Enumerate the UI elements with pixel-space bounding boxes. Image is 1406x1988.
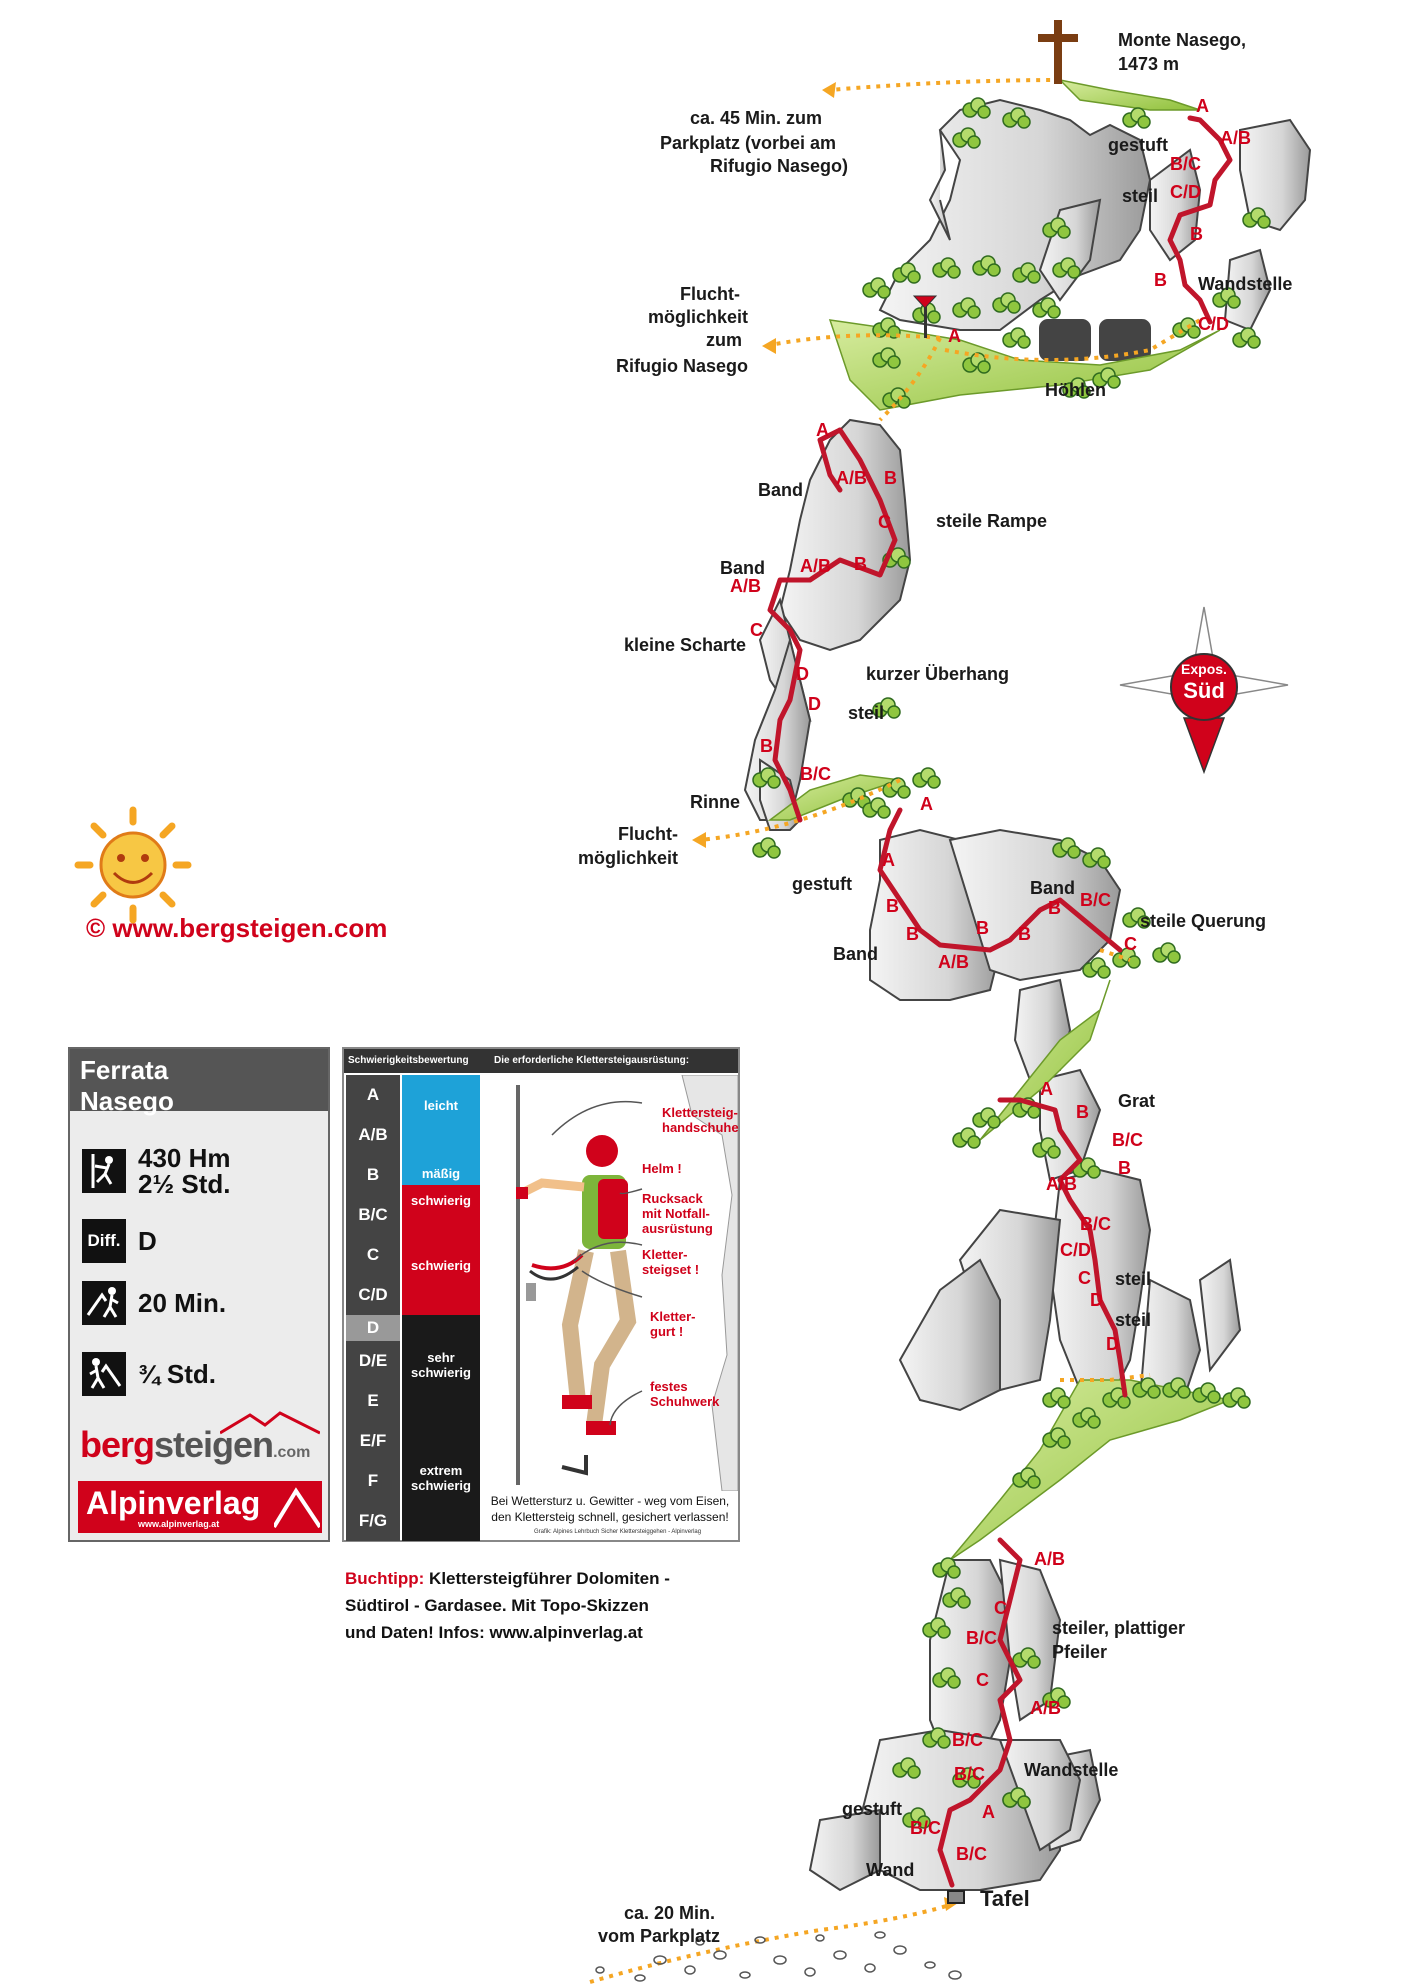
svg-text:C: C	[976, 1670, 989, 1690]
grade-row: C/D	[346, 1275, 400, 1315]
brand-part-2: steigen	[154, 1424, 274, 1465]
summit-name: Monte Nasego,	[1118, 30, 1247, 50]
label-gestuft-mid: gestuft	[792, 874, 852, 894]
arrow-escape2	[692, 832, 706, 848]
info-card	[68, 1047, 330, 1542]
label-kleine-scharte: kleine Scharte	[624, 635, 747, 655]
buchtipp-line-1	[345, 1565, 745, 1592]
label-steil-low-1: steil	[1115, 1269, 1152, 1289]
summit-cross-icon	[1038, 20, 1078, 84]
height-values	[138, 1145, 231, 1197]
svg-text:B/C: B/C	[800, 764, 831, 784]
approach-1: ca. 20 Min.	[623, 1903, 715, 1923]
svg-text:A/B: A/B	[836, 468, 867, 488]
svg-text:C/D: C/D	[1198, 314, 1229, 334]
note-set-2: steigset !	[642, 1262, 700, 1277]
svg-text:D: D	[1090, 1290, 1103, 1310]
grade-row: A	[346, 1075, 400, 1115]
svg-text:B: B	[1154, 270, 1167, 290]
grade-row: B	[346, 1155, 400, 1195]
climber-icon	[82, 1149, 126, 1193]
publisher-name: Alpinverlag	[86, 1485, 261, 1521]
buchtipp-label: Buchtipp:	[345, 1569, 425, 1588]
grade-row: B/C	[346, 1195, 400, 1235]
band-sehr-2: schwierig	[411, 1365, 471, 1380]
label-wand: Wand	[866, 1860, 915, 1880]
summit-descent-3: Rifugio Nasego)	[710, 156, 848, 176]
buchtipp-line-2: Südtirol - Gardasee. Mit Topo-Skizzen	[345, 1596, 649, 1615]
svg-text:B/C: B/C	[1080, 890, 1111, 910]
svg-text:C/D: C/D	[1060, 1240, 1091, 1260]
svg-text:B: B	[884, 468, 897, 488]
grade-row: A/B	[346, 1115, 400, 1155]
escape1-1: Flucht-	[680, 284, 740, 304]
note-gurt-2: gurt !	[650, 1324, 684, 1339]
svg-text:B: B	[886, 896, 899, 916]
label-wandstelle-low: Wandstelle	[1024, 1760, 1119, 1780]
label-band-3: Band	[1030, 878, 1075, 898]
label-rinne: Rinne	[690, 792, 741, 812]
grade-row: F/G	[346, 1501, 400, 1541]
svg-text:D: D	[796, 664, 809, 684]
grade-row-highlight: D	[346, 1315, 400, 1341]
svg-text:B/C: B/C	[956, 1844, 987, 1864]
gear-header-bar	[344, 1049, 738, 1073]
svg-text:B: B	[976, 918, 989, 938]
brand-part-1: berg	[80, 1424, 155, 1465]
graphic-credit: Grafik: Alpines Lehrbuch Sicher Klettersteiggehen - Alpinverlag	[534, 1529, 702, 1535]
note-set	[642, 1247, 699, 1277]
tafel-icon	[948, 1891, 964, 1903]
band-schwierig-2: schwierig	[402, 1215, 480, 1315]
approach-stat	[82, 1281, 226, 1325]
note-handschuhe-2: handschuhe	[662, 1120, 739, 1135]
svg-text:A: A	[816, 420, 829, 440]
svg-text:A: A	[882, 850, 895, 870]
svg-text:A: A	[1196, 96, 1209, 116]
hiker-up-icon	[82, 1281, 126, 1325]
note-gurt-1: Kletter-	[650, 1309, 696, 1324]
svg-text:C: C	[994, 1598, 1007, 1618]
svg-text:A: A	[982, 1802, 995, 1822]
svg-text:B/C: B/C	[952, 1730, 983, 1750]
svg-text:C: C	[878, 512, 891, 532]
card-header	[70, 1049, 328, 1116]
svg-text:A/B: A/B	[1030, 1698, 1061, 1718]
band-sehr-1: sehr	[427, 1350, 455, 1365]
band-extrem-1: extrem	[419, 1463, 463, 1478]
descent-value: ¾ Std.	[138, 1359, 217, 1389]
svg-text:A/B: A/B	[1220, 128, 1251, 148]
descent-stat	[82, 1352, 216, 1396]
label-steil-top: steil	[1122, 186, 1159, 206]
climber-illustration-icon	[482, 1075, 738, 1491]
warning-2: den Klettersteig schnell, gesichert verlassen!	[491, 1510, 729, 1524]
alpin-mountain-icon	[274, 1487, 320, 1529]
gear-panel	[342, 1047, 740, 1542]
escape2-2: möglichkeit	[577, 848, 678, 868]
duration-value: 2½ Std.	[138, 1169, 231, 1199]
note-handschuhe-1: Klettersteig-	[662, 1105, 738, 1120]
summit-descent-2: Parkplatz (vorbei am	[659, 133, 836, 153]
label-gestuft-low: gestuft	[842, 1799, 902, 1819]
svg-text:A/B: A/B	[730, 576, 761, 596]
label-hoehlen: Höhlen	[1045, 380, 1106, 400]
difficulty-value: D	[138, 1226, 157, 1256]
arrow-summit	[822, 82, 836, 98]
hiker-down-icon	[82, 1352, 126, 1396]
height-stat	[82, 1145, 231, 1197]
svg-text:B/C: B/C	[966, 1628, 997, 1648]
grade-row: C	[346, 1235, 400, 1275]
grade-row: F	[346, 1461, 400, 1501]
svg-text:A: A	[948, 326, 961, 346]
gear-header: Die erforderliche Klettersteigausrüstung:	[494, 1055, 690, 1066]
note-set-1: Kletter-	[642, 1247, 688, 1262]
label-pfeiler-1: steiler, plattiger	[1052, 1618, 1186, 1638]
brand-part-3: .com	[273, 1444, 311, 1461]
approach-2: vom Parkplatz	[597, 1926, 720, 1946]
note-schuh-2: Schuhwerk	[650, 1394, 720, 1409]
svg-text:A/B: A/B	[1034, 1549, 1065, 1569]
label-steil-low-2: steil	[1115, 1310, 1152, 1330]
compass-line1: Expos.	[1181, 661, 1227, 677]
alpinverlag-logo	[78, 1481, 322, 1533]
label-band-1: Band	[758, 480, 803, 500]
summit-altitude: 1473 m	[1118, 54, 1180, 74]
label-steile-rampe: steile Rampe	[936, 511, 1048, 531]
diff-badge: Diff.	[82, 1219, 126, 1263]
arrow-escape1	[762, 338, 776, 354]
approach-value: 20 Min.	[138, 1288, 227, 1318]
note-helm: Helm !	[642, 1161, 682, 1176]
svg-text:B/C: B/C	[910, 1818, 941, 1838]
escape1-2: möglichkeit	[647, 307, 748, 327]
band-maessig: mäßig	[402, 1135, 480, 1185]
label-steil-mid: steil	[848, 703, 885, 723]
note-handschuhe	[662, 1105, 739, 1135]
label-band-4: Band	[833, 944, 878, 964]
warning-1: Bei Wettersturz u. Gewitter - weg vom Eisen,	[490, 1494, 730, 1508]
label-grat: Grat	[1118, 1091, 1156, 1111]
card-title-1: Ferrata	[80, 1055, 169, 1085]
escape1-4: Rifugio Nasego	[615, 356, 748, 376]
band-schwierig-1: schwierig	[402, 1185, 480, 1215]
svg-text:B: B	[1076, 1102, 1089, 1122]
svg-text:A/B: A/B	[938, 952, 969, 972]
svg-text:B/C: B/C	[954, 1764, 985, 1784]
scale-header: Schwierigkeitsbewertung	[348, 1055, 469, 1066]
svg-text:C: C	[750, 620, 763, 640]
height-value: 430 Hm	[138, 1143, 231, 1173]
svg-text:B/C: B/C	[1112, 1130, 1143, 1150]
sun-icon	[78, 810, 188, 920]
svg-text:A: A	[920, 794, 933, 814]
svg-text:D: D	[1106, 1334, 1119, 1354]
note-gurt	[650, 1309, 696, 1339]
label-steile-querung: steile Querung	[1140, 911, 1267, 931]
band-leicht: leicht	[402, 1075, 480, 1135]
label-band-2: Band	[720, 558, 765, 578]
svg-text:B: B	[1018, 924, 1031, 944]
svg-text:B/C: B/C	[1170, 154, 1201, 174]
label-kurzer-ueberhang: kurzer Überhang	[866, 664, 1010, 684]
compass-line2: Süd	[1183, 678, 1225, 703]
bergsteigen-logo	[80, 1424, 310, 1466]
svg-text:B: B	[1118, 1158, 1131, 1178]
weather-warning	[482, 1493, 738, 1525]
svg-text:B/C: B/C	[1080, 1214, 1111, 1234]
label-tafel: Tafel	[980, 1886, 1030, 1911]
website-link[interactable]: © www.bergsteigen.com	[86, 913, 388, 943]
svg-text:D: D	[808, 694, 821, 714]
svg-text:C: C	[1078, 1268, 1091, 1288]
note-rucksack	[642, 1191, 713, 1236]
label-gestuft-top: gestuft	[1108, 135, 1168, 155]
difficulty-stat	[82, 1219, 157, 1263]
card-title-2: Nasego	[80, 1086, 174, 1116]
band-sehr-schwierig	[402, 1315, 480, 1415]
escape2-1: Flucht-	[618, 824, 678, 844]
band-extrem-schwierig	[402, 1415, 480, 1541]
note-schuh	[650, 1379, 719, 1409]
grade-row: D/E	[346, 1341, 400, 1381]
buchtipp-line-3: und Daten! Infos: www.alpinverlag.at	[345, 1623, 643, 1642]
note-rucksack-1: Rucksack	[642, 1191, 703, 1206]
band-extrem-2: schwierig	[411, 1478, 471, 1493]
note-schuh-1: festes	[650, 1379, 688, 1394]
svg-text:C/D: C/D	[1170, 182, 1201, 202]
note-rucksack-2: mit Notfall-	[642, 1206, 710, 1221]
svg-text:A/B: A/B	[1046, 1174, 1077, 1194]
escape1-3: zum	[706, 330, 742, 350]
svg-text:B: B	[854, 554, 867, 574]
svg-text:B: B	[1190, 224, 1203, 244]
svg-text:B: B	[906, 924, 919, 944]
grade-row: E	[346, 1381, 400, 1421]
grade-row: E/F	[346, 1421, 400, 1461]
book-tip	[345, 1565, 745, 1646]
publisher-url: www.alpinverlag.at	[138, 1519, 220, 1529]
svg-text:C: C	[1124, 934, 1137, 954]
svg-text:A/B: A/B	[800, 556, 831, 576]
svg-text:A: A	[1040, 1079, 1053, 1099]
buchtipp-text-1: Klettersteigführer Dolomiten -	[424, 1569, 670, 1588]
label-wandstelle-top: Wandstelle	[1198, 274, 1293, 294]
note-rucksack-3: ausrüstung	[642, 1221, 713, 1236]
svg-text:B: B	[1048, 898, 1061, 918]
svg-text:B: B	[760, 736, 773, 756]
label-pfeiler-2: Pfeiler	[1052, 1642, 1108, 1662]
summit-descent-1: ca. 45 Min. zum	[689, 108, 822, 128]
